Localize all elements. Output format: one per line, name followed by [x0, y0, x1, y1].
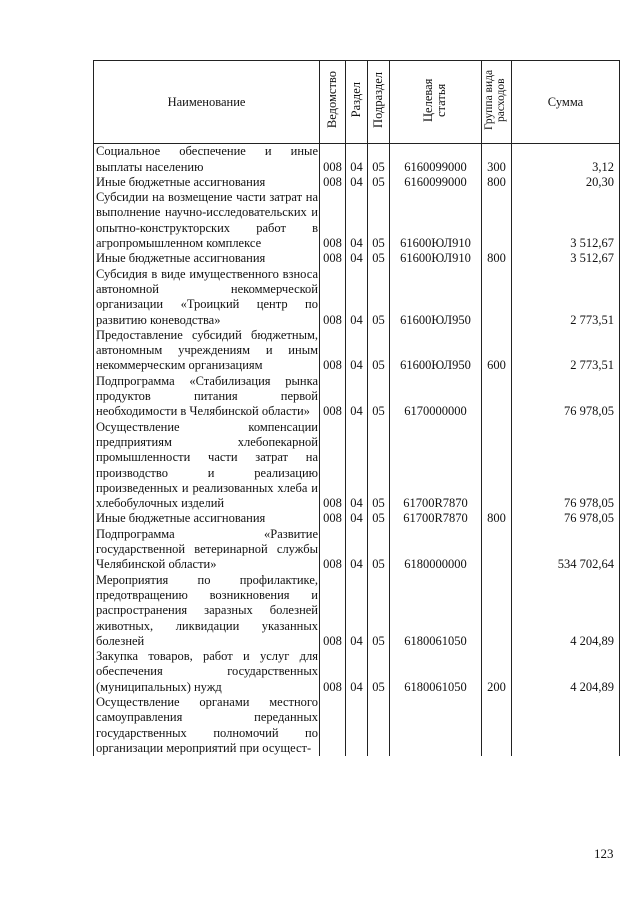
row-celevaya-cell: 61700R7870 — [390, 511, 482, 526]
row-podrazdel-cell: 05 — [368, 511, 390, 526]
table-body — [94, 144, 620, 756]
row-podrazdel-cell: 05 — [368, 420, 390, 512]
row-podrazdel-cell: 05 — [368, 190, 390, 251]
table-row — [94, 573, 620, 649]
row-podrazdel-cell: 05 — [368, 144, 390, 175]
row-podrazdel-cell — [368, 695, 390, 756]
table-row — [94, 190, 620, 251]
header-podrazdel-label: Подраздел — [371, 72, 385, 128]
row-name-cell: Подпрограмма «Стабилизация рынка продуктов питания первой необходимости в Челябинской области» — [94, 374, 320, 420]
page-number: 123 — [594, 846, 614, 861]
row-name-cell: Предоставление субсидий бюджетным, автономным учреждениям и иным некоммерческим организациям — [94, 328, 320, 374]
row-gruppa-cell: 800 — [482, 511, 512, 526]
table-row — [94, 420, 620, 512]
row-summa-cell: 3 512,67 — [512, 190, 620, 251]
row-celevaya-cell: 6180061050 — [390, 573, 482, 649]
header-name: Наименование — [94, 61, 320, 144]
row-ved-cell: 008 — [320, 190, 346, 251]
row-gruppa-cell: 600 — [482, 328, 512, 374]
header-gruppa — [482, 61, 512, 144]
row-razdel-cell: 04 — [346, 649, 368, 695]
row-podrazdel-cell: 05 — [368, 251, 390, 266]
row-podrazdel-cell: 05 — [368, 374, 390, 420]
row-gruppa-cell — [482, 695, 512, 756]
row-summa-cell: 2 773,51 — [512, 267, 620, 328]
row-razdel-cell: 04 — [346, 374, 368, 420]
row-gruppa-cell — [482, 374, 512, 420]
row-name-cell: Субсидия в виде имущественного взноса автономной некоммерческой организации «Троицкий центр по развитию коневодства» — [94, 267, 320, 328]
row-ved-cell: 008 — [320, 267, 346, 328]
row-razdel-cell: 04 — [346, 144, 368, 175]
header-podrazdel — [368, 61, 390, 144]
row-podrazdel-cell: 05 — [368, 267, 390, 328]
row-summa-cell: 2 773,51 — [512, 328, 620, 374]
table-row — [94, 251, 620, 266]
row-summa-cell: 4 204,89 — [512, 573, 620, 649]
row-celevaya-cell: 61600ЮЛ950 — [390, 328, 482, 374]
row-name-cell: Мероприятия по профилактике, предотвращению возникновения и распространения заразных болезней животных, ликвидации указанных болезней — [94, 573, 320, 649]
row-celevaya-cell: 6180000000 — [390, 527, 482, 573]
row-celevaya-cell: 6180061050 — [390, 649, 482, 695]
row-ved-cell: 008 — [320, 175, 346, 190]
row-name-cell: Подпрограмма «Развитие государственной ветеринарной службы Челябинской области» — [94, 527, 320, 573]
row-celevaya-cell — [390, 695, 482, 756]
row-summa-cell: 76 978,05 — [512, 511, 620, 526]
row-ved-cell: 008 — [320, 328, 346, 374]
row-celevaya-cell: 61600ЮЛ910 — [390, 251, 482, 266]
header-ved-label: Ведомство — [325, 71, 339, 129]
row-podrazdel-cell: 05 — [368, 527, 390, 573]
table-row — [94, 328, 620, 374]
row-ved-cell: 008 — [320, 374, 346, 420]
row-ved-cell — [320, 695, 346, 756]
table-row — [94, 649, 620, 695]
row-celevaya-cell: 61600ЮЛ910 — [390, 190, 482, 251]
row-name-cell: Субсидии на возмещение части затрат на выполнение научно-исследовательских и опытно-конструкторских работ в агропромышленном комплексе — [94, 190, 320, 251]
budget-table — [93, 60, 620, 756]
table-row — [94, 695, 620, 756]
row-name-cell: Иные бюджетные ассигнования — [94, 511, 320, 526]
row-summa-cell: 20,30 — [512, 175, 620, 190]
row-name-cell: Иные бюджетные ассигнования — [94, 175, 320, 190]
row-name-cell: Социальное обеспечение и иные выплаты населению — [94, 144, 320, 175]
row-podrazdel-cell: 05 — [368, 649, 390, 695]
row-ved-cell: 008 — [320, 251, 346, 266]
row-razdel-cell: 04 — [346, 251, 368, 266]
row-podrazdel-cell: 05 — [368, 573, 390, 649]
row-gruppa-cell — [482, 527, 512, 573]
table-row — [94, 144, 620, 175]
row-celevaya-cell: 61700R7870 — [390, 420, 482, 512]
header-razdel — [346, 61, 368, 144]
row-gruppa-cell: 300 — [482, 144, 512, 175]
row-summa-cell: 3 512,67 — [512, 251, 620, 266]
row-gruppa-cell — [482, 190, 512, 251]
row-razdel-cell — [346, 695, 368, 756]
row-name-cell: Осуществление органами местного самоуправления переданных государственных полномочий по организации мероприятий при осущест- — [94, 695, 320, 756]
table-row — [94, 527, 620, 573]
row-gruppa-cell: 800 — [482, 251, 512, 266]
row-summa-cell: 4 204,89 — [512, 649, 620, 695]
row-gruppa-cell: 200 — [482, 649, 512, 695]
row-gruppa-cell — [482, 267, 512, 328]
row-gruppa-cell — [482, 573, 512, 649]
row-gruppa-cell: 800 — [482, 175, 512, 190]
table-row — [94, 374, 620, 420]
row-razdel-cell: 04 — [346, 190, 368, 251]
row-razdel-cell: 04 — [346, 511, 368, 526]
header-gruppa-label: Группа вида расходов — [482, 69, 507, 131]
table-header-row — [94, 61, 620, 144]
row-razdel-cell: 04 — [346, 328, 368, 374]
row-razdel-cell: 04 — [346, 573, 368, 649]
header-summa: Сумма — [512, 61, 620, 144]
row-celevaya-cell: 6160099000 — [390, 175, 482, 190]
row-razdel-cell: 04 — [346, 175, 368, 190]
row-name-cell: Иные бюджетные ассигнования — [94, 251, 320, 266]
header-celevaya-label: Целевая статья — [420, 78, 448, 122]
row-name-cell: Закупка товаров, работ и услуг для обеспечения государственных (муниципальных) нужд — [94, 649, 320, 695]
row-summa-cell: 534 702,64 — [512, 527, 620, 573]
row-summa-cell: 3,12 — [512, 144, 620, 175]
row-celevaya-cell: 6170000000 — [390, 374, 482, 420]
row-celevaya-cell: 61600ЮЛ950 — [390, 267, 482, 328]
row-gruppa-cell — [482, 420, 512, 512]
row-name-cell: Осуществление компенсации предприятиям хлебопекарной промышленности части затрат на производство и реализацию произведенных и реализованных хлеба и хлебобулочных изделий — [94, 420, 320, 512]
row-summa-cell: 76 978,05 — [512, 420, 620, 512]
table-row — [94, 175, 620, 190]
row-ved-cell: 008 — [320, 420, 346, 512]
header-celevaya — [390, 61, 482, 144]
row-ved-cell: 008 — [320, 649, 346, 695]
row-ved-cell: 008 — [320, 144, 346, 175]
row-razdel-cell: 04 — [346, 527, 368, 573]
row-podrazdel-cell: 05 — [368, 175, 390, 190]
row-ved-cell: 008 — [320, 527, 346, 573]
row-razdel-cell: 04 — [346, 420, 368, 512]
table-row — [94, 511, 620, 526]
row-razdel-cell: 04 — [346, 267, 368, 328]
row-celevaya-cell: 6160099000 — [390, 144, 482, 175]
row-podrazdel-cell: 05 — [368, 328, 390, 374]
header-ved — [320, 61, 346, 144]
header-razdel-label: Раздел — [349, 82, 363, 118]
row-summa-cell: 76 978,05 — [512, 374, 620, 420]
table-row — [94, 267, 620, 328]
row-ved-cell: 008 — [320, 511, 346, 526]
row-ved-cell: 008 — [320, 573, 346, 649]
row-summa-cell — [512, 695, 620, 756]
